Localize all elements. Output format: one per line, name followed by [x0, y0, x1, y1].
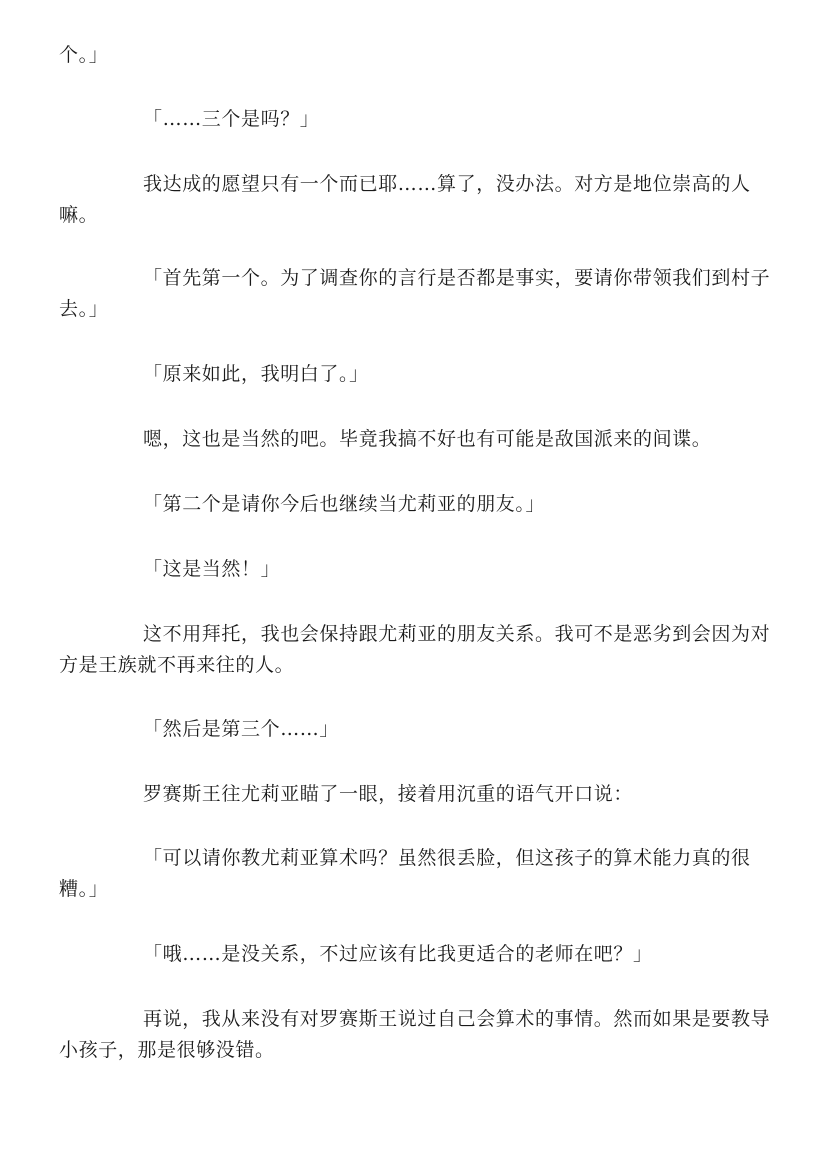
paragraph-dialogue: 「第二个是请你今后也继续当尤莉亚的朋友。」 [143, 493, 546, 515]
paragraph-dialogue: 「首先第一个。为了调查你的言行是否都是事实，要请你带领我们到村子去。」 [59, 267, 771, 320]
paragraph-narration: 罗赛斯王往尤莉亚瞄了一眼，接着用沉重的语气开口说： [143, 783, 634, 805]
paragraph-dialogue: 「这是当然！」 [143, 558, 281, 580]
paragraph-continuation: 个。」 [59, 44, 109, 66]
paragraph-narration: 我达成的愿望只有一个而已耶……算了，没办法。对方是地位崇高的人嘛。 [59, 173, 751, 226]
paragraph-narration: 这不用拜托，我也会保持跟尤莉亚的朋友关系。我可不是恶劣到会因为对方是王族就不再来往的人。 [59, 623, 771, 676]
paragraph-dialogue: 「然后是第三个……」 [143, 718, 340, 740]
paragraph-dialogue: 「原来如此，我明白了。」 [143, 363, 369, 385]
paragraph-dialogue: 「可以请你教尤莉亚算术吗？虽然很丢脸，但这孩子的算术能力真的很糟。」 [59, 847, 751, 900]
paragraph-dialogue: 「……三个是吗？」 [143, 108, 320, 130]
paragraph-narration: 再说，我从来没有对罗赛斯王说过自己会算术的事情。然而如果是要教导小孩子，那是很够没错。 [59, 1008, 771, 1061]
paragraph-narration: 嗯，这也是当然的吧。毕竟我搞不好也有可能是敌国派来的间谍。 [143, 428, 712, 450]
paragraph-dialogue: 「哦……是没关系，不过应该有比我更适合的老师在吧？」 [143, 943, 653, 965]
